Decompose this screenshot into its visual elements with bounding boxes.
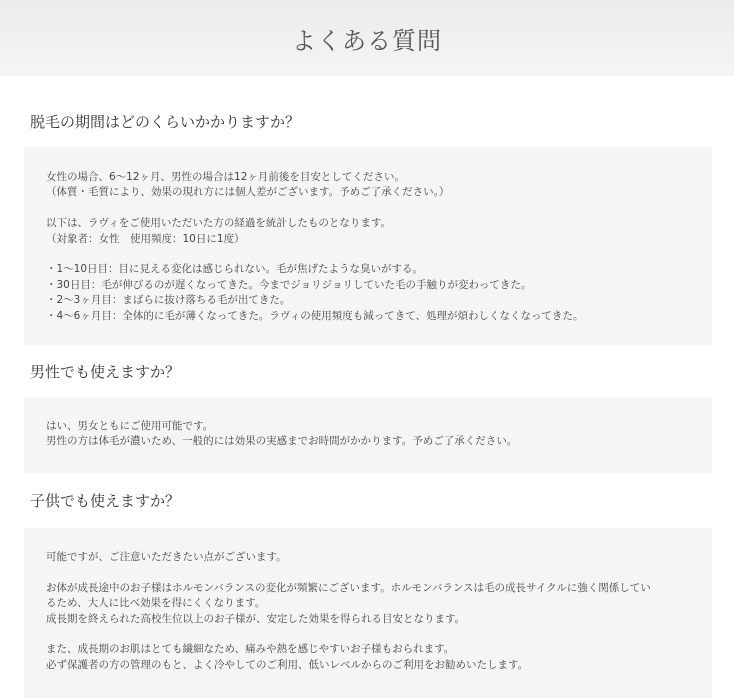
faq-answer (24, 147, 712, 345)
faq-list (0, 112, 734, 698)
page-header (0, 0, 734, 76)
faq-item (24, 491, 712, 698)
answer-line: 可能ですが、ご注意いただきたい点がございます。 (46, 551, 287, 563)
answer-line: 以下は、ラヴィをご使用いただいた方の経過を統計したものとなります。 (46, 217, 392, 230)
answer-line: ・1〜10日目：目に見える変化は感じられない。毛が焦げたような臭いがする。 (46, 263, 424, 276)
faq-item (24, 112, 712, 345)
answer-spacer (46, 627, 694, 642)
faq-question: 子供でも使えますか？ (30, 492, 181, 510)
answer-spacer (46, 247, 694, 262)
answer-line: るため、大人に比べ効果を得にくくなります。 (46, 597, 266, 610)
answer-line: （対象者：女性 使用頻度：10日に1度） (46, 232, 245, 245)
faq-question: 男性でも使えますか？ (30, 363, 181, 381)
faq-item (24, 362, 712, 473)
answer-spacer (46, 565, 694, 580)
answer-line: お体が成長途中のお子様はホルモンバランスの変化が頻繁にございます。ホルモンバランスは毛の成長サイクルに強く関係してい (46, 581, 651, 594)
answer-line: 成長期を終えられた高校生位以上のお子様が、安定した効果を得られる目安となります。 (46, 612, 466, 625)
answer-line: ・2〜3ヶ月目：まばらに抜け落ちる毛が出てきた。 (46, 294, 291, 307)
answer-line: 男性の方は体毛が濃いため、一般的には効果の実感までお時間がかかります。予めご了承ください。 (46, 435, 518, 448)
answer-line: 女性の場合、6〜12ヶ月、男性の場合は12ヶ月前後を目安としてください。 (46, 171, 405, 183)
answer-line: （体質・毛質により、効果の現れ方には個人差がございます。予めご了承ください。） (46, 186, 450, 199)
answer-line: 必ず保護者の方の管理のもと、よく冷やしてのご利用、低いレベルからのご利用をお勧めいたします。 (46, 658, 529, 671)
faq-question: 脱毛の期間はどのくらいかかりますか？ (30, 113, 301, 131)
page-title: よくある質問 (292, 26, 442, 55)
answer-line: また、成長期のお肌はとても繊細なため、痛みや熱を感じやすいお子様もおられます。 (46, 643, 455, 656)
answer-line: ・30日目：毛が伸びるのが遅くなってきた。今までジョリジョリしていた毛の手触りが変わってきた。 (46, 278, 532, 291)
answer-spacer (46, 201, 694, 216)
answer-line: はい、男女ともにご使用可能です。 (46, 420, 214, 432)
faq-answer (24, 528, 712, 698)
faq-answer (24, 397, 712, 473)
answer-line: ・4〜6ヶ月目：全体的に毛が薄くなってきた。ラヴィの使用頻度も減ってきて、処理が煩わしくなくなってきた。 (46, 309, 584, 322)
